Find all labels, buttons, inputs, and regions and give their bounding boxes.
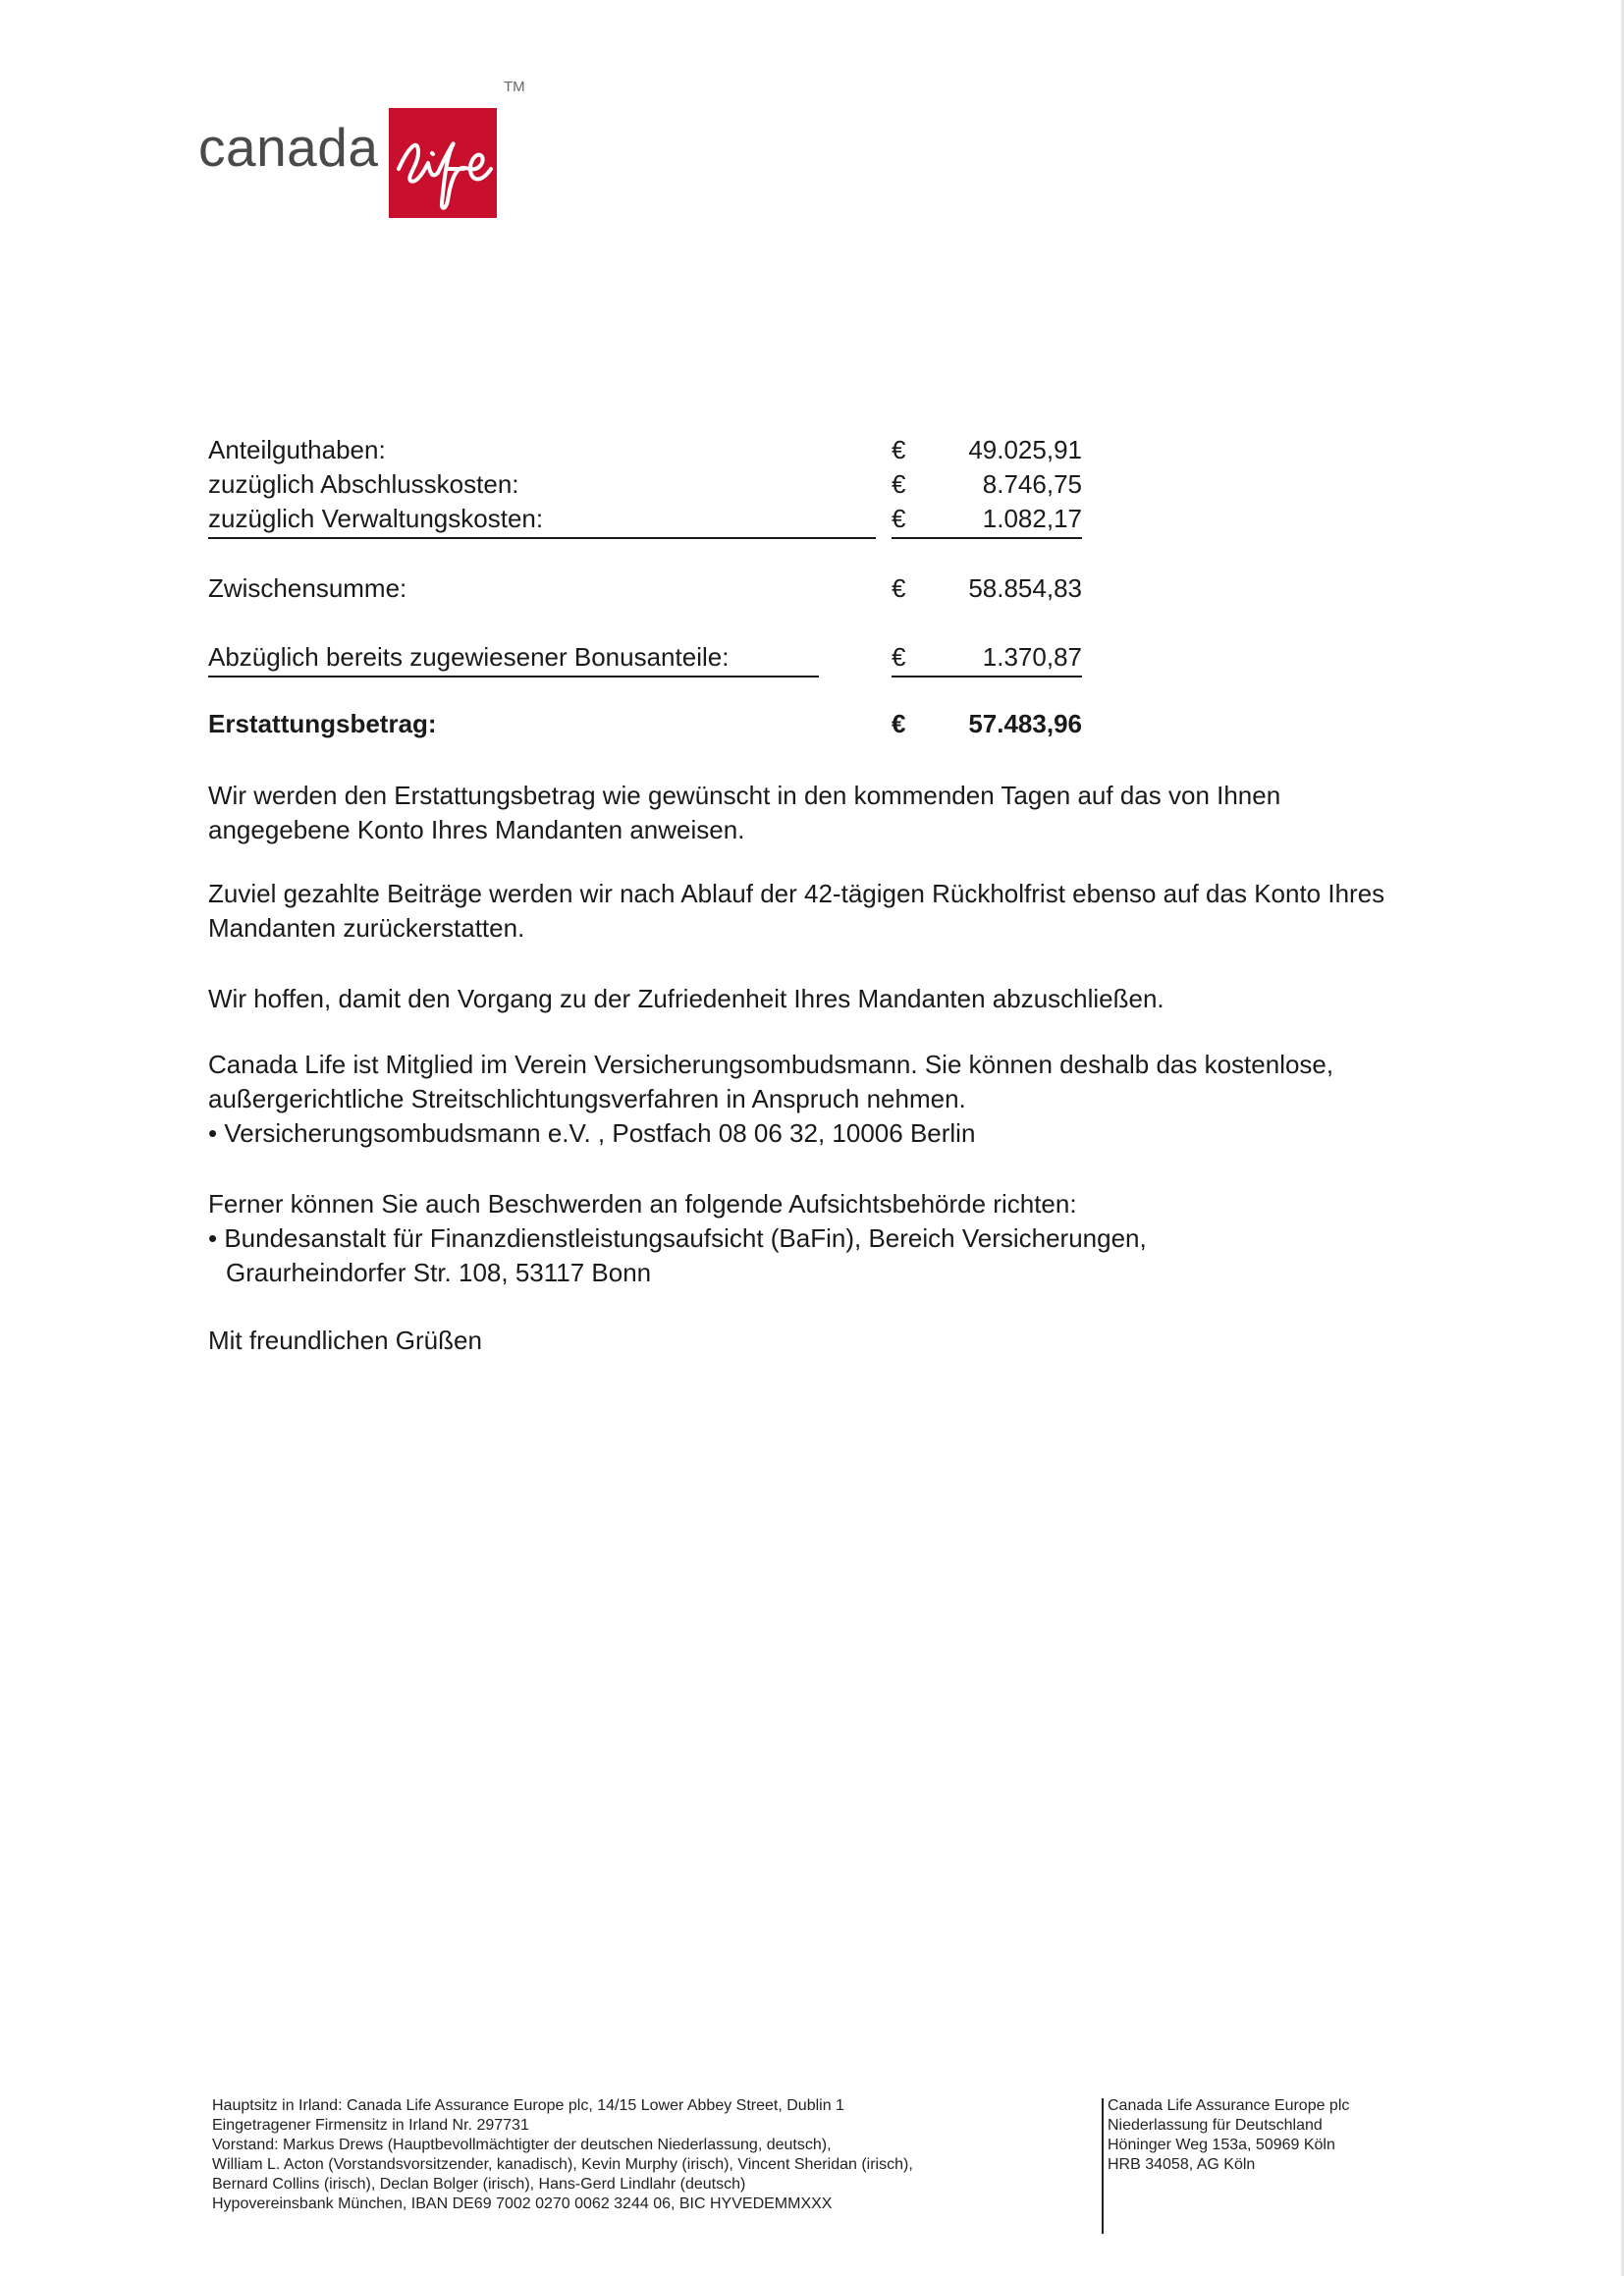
logo-trademark: TM xyxy=(504,79,525,95)
closing xyxy=(208,1324,1445,1358)
footer-line: Canada Life Assurance Europe plc xyxy=(1108,2097,1350,2114)
amount-value: 58.854,83 xyxy=(968,573,1082,603)
paragraph-text: Wir werden den Erstattungsbetrag wie gewünscht in den kommenden Tagen auf das von Ihnen angegebene Konto Ihres Mandanten anweisen. xyxy=(208,781,1281,844)
currency-symbol: € xyxy=(892,709,906,738)
amount-value: 1.082,17 xyxy=(982,504,1082,533)
currency-symbol: € xyxy=(892,469,906,499)
footer-divider xyxy=(1102,2098,1104,2234)
logo-script-life xyxy=(389,108,497,218)
paragraph-authority xyxy=(208,1187,1445,1290)
underline xyxy=(208,676,819,677)
paragraph-text: Wir hoffen, damit den Vorgang zu der Zufriedenheit Ihres Mandanten abzuschließen. xyxy=(208,984,1164,1013)
company-logo xyxy=(198,77,532,194)
footer-line: William L. Acton (Vorstandsvorsitzender, kanadisch), Kevin Murphy (irisch), Vincent Sheridan (irisch), xyxy=(212,2156,913,2173)
amount-label: Abzüglich bereits zugewiesener Bonusanteile: xyxy=(208,642,730,672)
footer-line: Vorstand: Markus Drews (Hauptbevollmächtigter der deutschen Niederlassung, deutsch), xyxy=(212,2137,832,2153)
paragraph-hope xyxy=(208,982,1445,1016)
footer-line: Niederlassung für Deutschland xyxy=(1108,2117,1323,2134)
authority-address: Graurheindorfer Str. 108, 53117 Bonn xyxy=(226,1258,652,1287)
amount-value: 1.370,87 xyxy=(982,642,1082,672)
footer-line: Hypovereinsbank München, IBAN DE69 7002 0270 0062 3244 06, BIC HYVEDEMMXXX xyxy=(212,2195,833,2212)
amount-row xyxy=(208,504,1082,539)
amount-value: 8.746,75 xyxy=(982,469,1082,499)
footer-branch-info xyxy=(1108,2096,1422,2175)
total-row xyxy=(208,709,1082,744)
authority-name: • Bundesanstalt für Finanzdienstleistungsaufsicht (BaFin), Bereich Versicherungen, xyxy=(208,1223,1147,1253)
amount-label: zuzüglich Abschlusskosten: xyxy=(208,469,519,499)
footer-line: Hauptsitz in Irland: Canada Life Assurance Europe plc, 14/15 Lower Abbey Street, Dublin 1 xyxy=(212,2097,844,2114)
amount-value: 49.025,91 xyxy=(968,435,1082,464)
paragraph-text: Zuviel gezahlte Beiträge werden wir nach Ablauf der 42-tägigen Rückholfrist ebenso auf das Konto Ihres Mandanten zurückerstatten. xyxy=(208,879,1385,943)
amount-label: Anteilguthaben: xyxy=(208,435,386,464)
footer-line: HRB 34058, AG Köln xyxy=(1108,2156,1256,2173)
amount-label: Zwischensumme: xyxy=(208,573,407,603)
footer-line: Höninger Weg 153a, 50969 Köln xyxy=(1108,2137,1335,2153)
footer-company-info xyxy=(212,2096,1096,2214)
currency-symbol: € xyxy=(892,435,906,464)
currency-symbol: € xyxy=(892,573,906,603)
paragraph-overpayment xyxy=(208,877,1445,946)
logo-red-box xyxy=(389,108,497,218)
total-label: Erstattungsbetrag: xyxy=(208,709,437,738)
paragraph-text: Ferner können Sie auch Beschwerden an folgende Aufsichtsbehörde richten: xyxy=(208,1189,1077,1219)
amount-row xyxy=(208,573,1082,609)
paragraph-transfer xyxy=(208,779,1426,847)
closing-text: Mit freundlichen Grüßen xyxy=(208,1326,482,1355)
amount-row xyxy=(208,469,1082,505)
amount-row xyxy=(208,642,1082,677)
paragraph-text: Canada Life ist Mitglied im Verein Versicherungsombudsmann. Sie können deshalb das kostenlose, außergerichtliche Streitschlichtungsverfahren in Anspruch nehmen. xyxy=(208,1050,1334,1113)
underline xyxy=(892,537,1082,539)
currency-symbol: € xyxy=(892,642,906,672)
underline xyxy=(892,676,1082,677)
footer-line: Bernard Collins (irisch), Declan Bolger (irisch), Hans-Gerd Lindlahr (deutsch) xyxy=(212,2176,746,2193)
logo-wordmark: canada xyxy=(198,117,379,178)
currency-symbol: € xyxy=(892,504,906,533)
amount-label: zuzüglich Verwaltungskosten: xyxy=(208,504,544,533)
ombudsman-address: • Versicherungsombudsmann e.V. , Postfach 08 06 32, 10006 Berlin xyxy=(208,1118,976,1148)
total-value: 57.483,96 xyxy=(968,709,1082,738)
footer-line: Eingetragener Firmensitz in Irland Nr. 297731 xyxy=(212,2117,529,2134)
underline xyxy=(208,537,876,539)
paragraph-ombudsman xyxy=(208,1048,1386,1151)
amount-row xyxy=(208,435,1082,470)
